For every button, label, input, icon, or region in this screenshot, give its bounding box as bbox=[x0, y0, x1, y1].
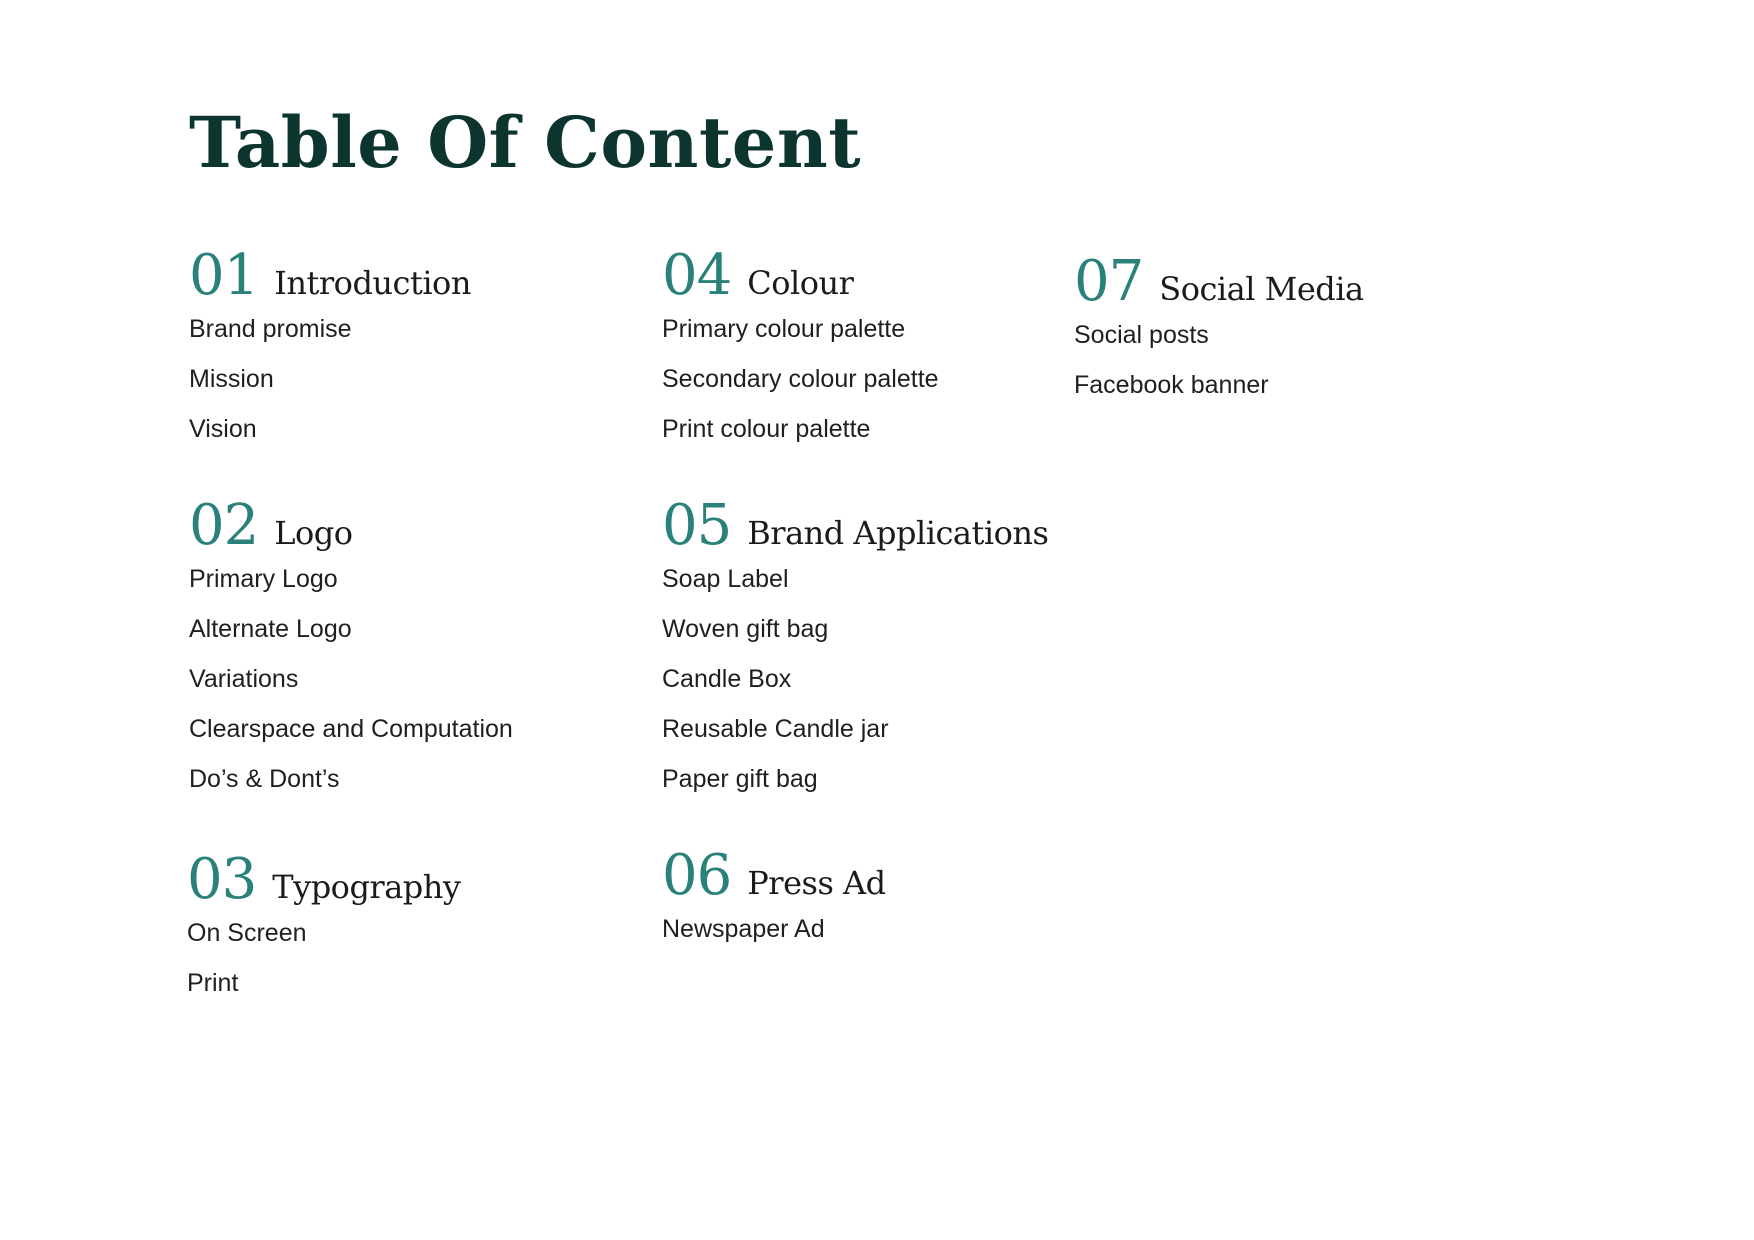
section-press-ad bbox=[662, 843, 886, 954]
section-heading bbox=[189, 493, 513, 558]
section-title: Colour bbox=[747, 264, 854, 302]
toc-item: Paper gift bag bbox=[662, 765, 818, 793]
toc-item: Print colour palette bbox=[662, 415, 871, 443]
section-number: 02 bbox=[189, 493, 259, 558]
section-number: 06 bbox=[662, 843, 732, 908]
section-social-media bbox=[1074, 249, 1364, 410]
toc-item: Primary colour palette bbox=[662, 315, 906, 343]
section-item-list bbox=[662, 904, 886, 954]
toc-item: Mission bbox=[189, 365, 274, 393]
toc-item: Variations bbox=[189, 665, 299, 693]
page-title: Table Of Content bbox=[189, 101, 862, 184]
section-item-list bbox=[662, 554, 1048, 804]
section-heading bbox=[662, 843, 886, 908]
toc-item: Social posts bbox=[1074, 321, 1209, 349]
section-number: 07 bbox=[1074, 249, 1144, 314]
toc-item: Secondary colour palette bbox=[662, 365, 939, 393]
section-introduction bbox=[189, 243, 471, 454]
toc-item: Primary Logo bbox=[189, 565, 338, 593]
section-item-list bbox=[189, 554, 513, 804]
section-title: Brand Applications bbox=[747, 514, 1049, 552]
section-item-list bbox=[187, 908, 460, 1008]
toc-item: Vision bbox=[189, 415, 257, 443]
section-heading bbox=[1074, 249, 1364, 314]
section-heading bbox=[662, 493, 1049, 558]
section-logo bbox=[189, 493, 513, 804]
toc-item: Soap Label bbox=[662, 565, 789, 593]
toc-item: Do’s & Dont’s bbox=[189, 765, 340, 793]
section-item-list bbox=[1074, 310, 1364, 410]
section-title: Typography bbox=[272, 868, 461, 906]
section-title: Logo bbox=[274, 514, 353, 552]
section-heading bbox=[187, 847, 461, 912]
section-number: 04 bbox=[662, 243, 732, 308]
toc-item: Facebook banner bbox=[1074, 371, 1269, 399]
section-item-list bbox=[189, 304, 471, 454]
section-number: 01 bbox=[189, 243, 259, 308]
section-title: Introduction bbox=[274, 264, 471, 302]
toc-item: Print bbox=[187, 969, 239, 997]
section-title: Social Media bbox=[1159, 270, 1364, 308]
toc-item: Newspaper Ad bbox=[662, 915, 825, 943]
toc-item: Brand promise bbox=[189, 315, 352, 343]
toc-item: Candle Box bbox=[662, 665, 792, 693]
section-colour bbox=[662, 243, 939, 454]
toc-item: Woven gift bag bbox=[662, 615, 829, 643]
toc-item: Alternate Logo bbox=[189, 615, 352, 643]
toc-item: Reusable Candle jar bbox=[662, 715, 889, 743]
section-number: 05 bbox=[662, 493, 732, 558]
section-item-list bbox=[662, 304, 939, 454]
section-number: 03 bbox=[187, 847, 257, 912]
section-heading bbox=[189, 243, 471, 308]
toc-item: Clearspace and Computation bbox=[189, 715, 513, 743]
toc-item: On Screen bbox=[187, 919, 307, 947]
section-title: Press Ad bbox=[747, 864, 886, 902]
section-heading bbox=[662, 243, 939, 308]
section-brand-applications bbox=[662, 493, 1049, 804]
section-typography bbox=[187, 847, 461, 1008]
